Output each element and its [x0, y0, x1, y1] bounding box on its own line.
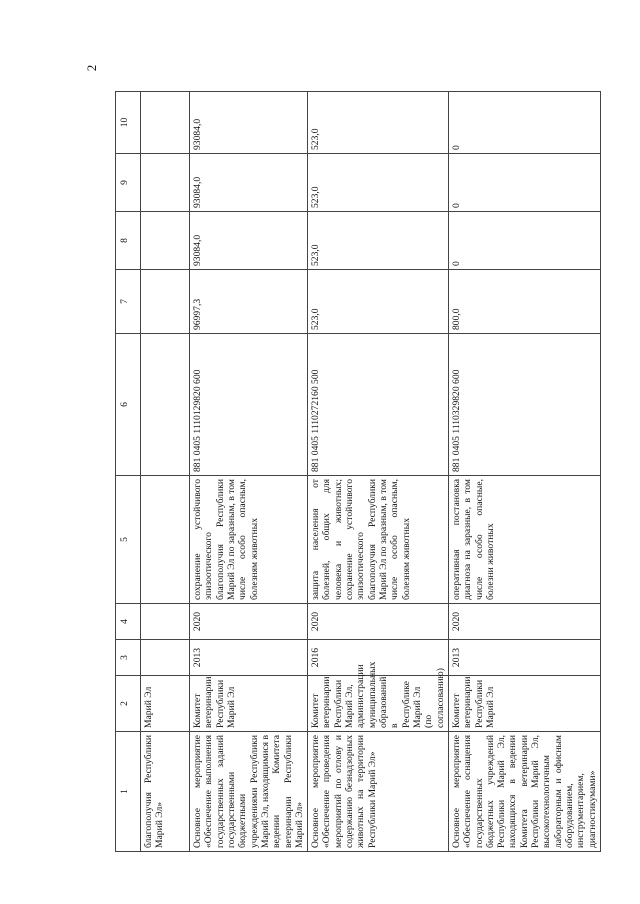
col-header-1: 1: [116, 732, 141, 852]
end-year: 2020: [190, 604, 308, 640]
executor: Комитет ветеринарии Республики Марий Эл: [448, 676, 600, 732]
table-row: [308, 92, 449, 852]
table-row: [448, 92, 600, 852]
program-table: [115, 91, 601, 852]
value-col10: [141, 92, 190, 154]
value-col10: 523,0: [308, 92, 449, 154]
rotated-table-container: [115, 92, 615, 852]
budget-code: 881 0405 1110129820 600: [190, 334, 308, 476]
measure-name: Основное мероприятие «Обеспечение оснащения государственных бюджетных учреждений Республики Марий Эл, находящихся в ведении Комитета ветеринарии Республики Марий Эл, высокотехнологичным лабораторным и офисным оборудованием, инструментарием, диагностикумами»: [448, 732, 600, 852]
value-col8: [141, 212, 190, 270]
col-header-9: 9: [116, 154, 141, 212]
end-year: 2020: [308, 604, 449, 640]
table-row: [190, 92, 308, 852]
col-header-2: 2: [116, 676, 141, 732]
col-header-6: 6: [116, 334, 141, 476]
value-col7: 96997,3: [190, 270, 308, 334]
measure-name: Основное мероприятие «Обеспечение проведения мероприятий по отлову и содержанию безнадзорных животных на территории Республики Марий Эл»: [308, 732, 449, 852]
value-col10: 0: [448, 92, 600, 154]
expected-result: оперативная постановка диагноза на заразные, в том числе особо опасные, болезни животных: [448, 476, 600, 604]
expected-result: сохранение устойчивого эпизоотического благополучия Республики Марий Эл по заразным, в том числе особо опасным, болезням животных: [190, 476, 308, 604]
col-header-8: 8: [116, 212, 141, 270]
value-col9: 0: [448, 154, 600, 212]
executor: Комитет ветеринарии Республики Марий Эл: [190, 676, 308, 732]
value-col9: 93084,0: [190, 154, 308, 212]
col-header-4: 4: [116, 604, 141, 640]
measure-name: благополучия Республики Марий Эл»: [141, 732, 190, 852]
value-col9: [141, 154, 190, 212]
budget-code: 881 0405 1110329820 600: [448, 334, 600, 476]
end-year: [141, 604, 190, 640]
start-year: [141, 640, 190, 676]
value-col8: 93084,0: [190, 212, 308, 270]
col-header-10: 10: [116, 92, 141, 154]
executor: Комитет ветеринарии Республики Марий Эл, администрации муниципальных образований в Республике Марий Эл (по согласованию): [308, 676, 449, 732]
col-header-7: 7: [116, 270, 141, 334]
column-number-row: [116, 92, 141, 852]
value-col7: 523,0: [308, 270, 449, 334]
executor: Марий Эл: [141, 676, 190, 732]
col-header-5: 5: [116, 476, 141, 604]
value-col7: 800,0: [448, 270, 600, 334]
start-year: 2013: [448, 640, 600, 676]
start-year: 2016: [308, 640, 449, 676]
end-year: 2020: [448, 604, 600, 640]
budget-code: [141, 334, 190, 476]
budget-code: 881 0405 1110272160 500: [308, 334, 449, 476]
measure-name: Основное мероприятие «Обеспечение выполнения государственных заданий государственными бюджетными учреждениями Республики Марий Эл, находящимися в ведении Комитета ветеринарии Республики Марий Эл»: [190, 732, 308, 852]
expected-result: [141, 476, 190, 604]
expected-result: защита населения от болезней, общих для человека и животных; сохранение устойчивого эпизоотического благополучия Республики Марий Эл по заразным, в том числе особо опасным, болезням животных: [308, 476, 449, 604]
start-year: 2013: [190, 640, 308, 676]
col-header-3: 3: [116, 640, 141, 676]
value-col7: [141, 270, 190, 334]
value-col9: 523,0: [308, 154, 449, 212]
value-col8: 523,0: [308, 212, 449, 270]
table-row: [141, 92, 190, 852]
value-col10: 93084,0: [190, 92, 308, 154]
page-number: 2: [84, 64, 99, 72]
value-col8: 0: [448, 212, 600, 270]
